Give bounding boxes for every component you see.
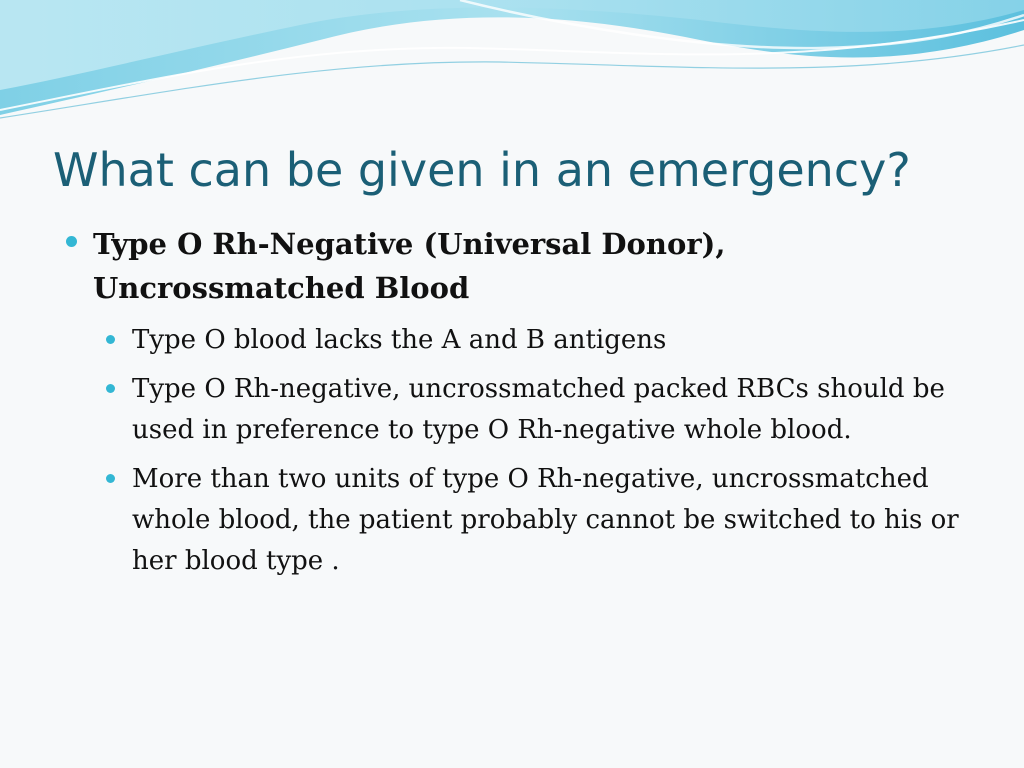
- sub-bullet-text: Type O blood lacks the A and B antigens: [132, 325, 667, 355]
- sub-bullet-item: [105, 369, 1004, 451]
- sub-bullet-text: More than two units of type O Rh-negative, uncrossmatched whole blood, the patient probably cannot be switched to his or her blood type .: [132, 464, 959, 576]
- bullet-text-line1: Type O Rh-Negative (Universal Donor),: [93, 227, 726, 261]
- slide-body: [64, 222, 1004, 590]
- bullet-dot-icon: [106, 474, 115, 483]
- sub-bullet-text: Type O Rh-negative, uncrossmatched packed RBCs should be used in preference to type O Rh-negative whole blood.: [132, 374, 945, 445]
- sub-bullet-item: [105, 459, 1004, 582]
- bullet-dot-icon: [106, 335, 115, 344]
- wave-header-decoration: [0, 0, 1024, 130]
- sub-bullet-list: [105, 320, 1004, 582]
- bullet-dot-icon: [106, 384, 115, 393]
- bullet-level1: [64, 222, 1004, 310]
- bullet-dot-icon: [66, 236, 77, 247]
- slide-title: What can be given in an emergency?: [53, 143, 911, 197]
- bullet-text-line2: Uncrossmatched Blood: [93, 271, 470, 305]
- sub-bullet-item: [105, 320, 1004, 361]
